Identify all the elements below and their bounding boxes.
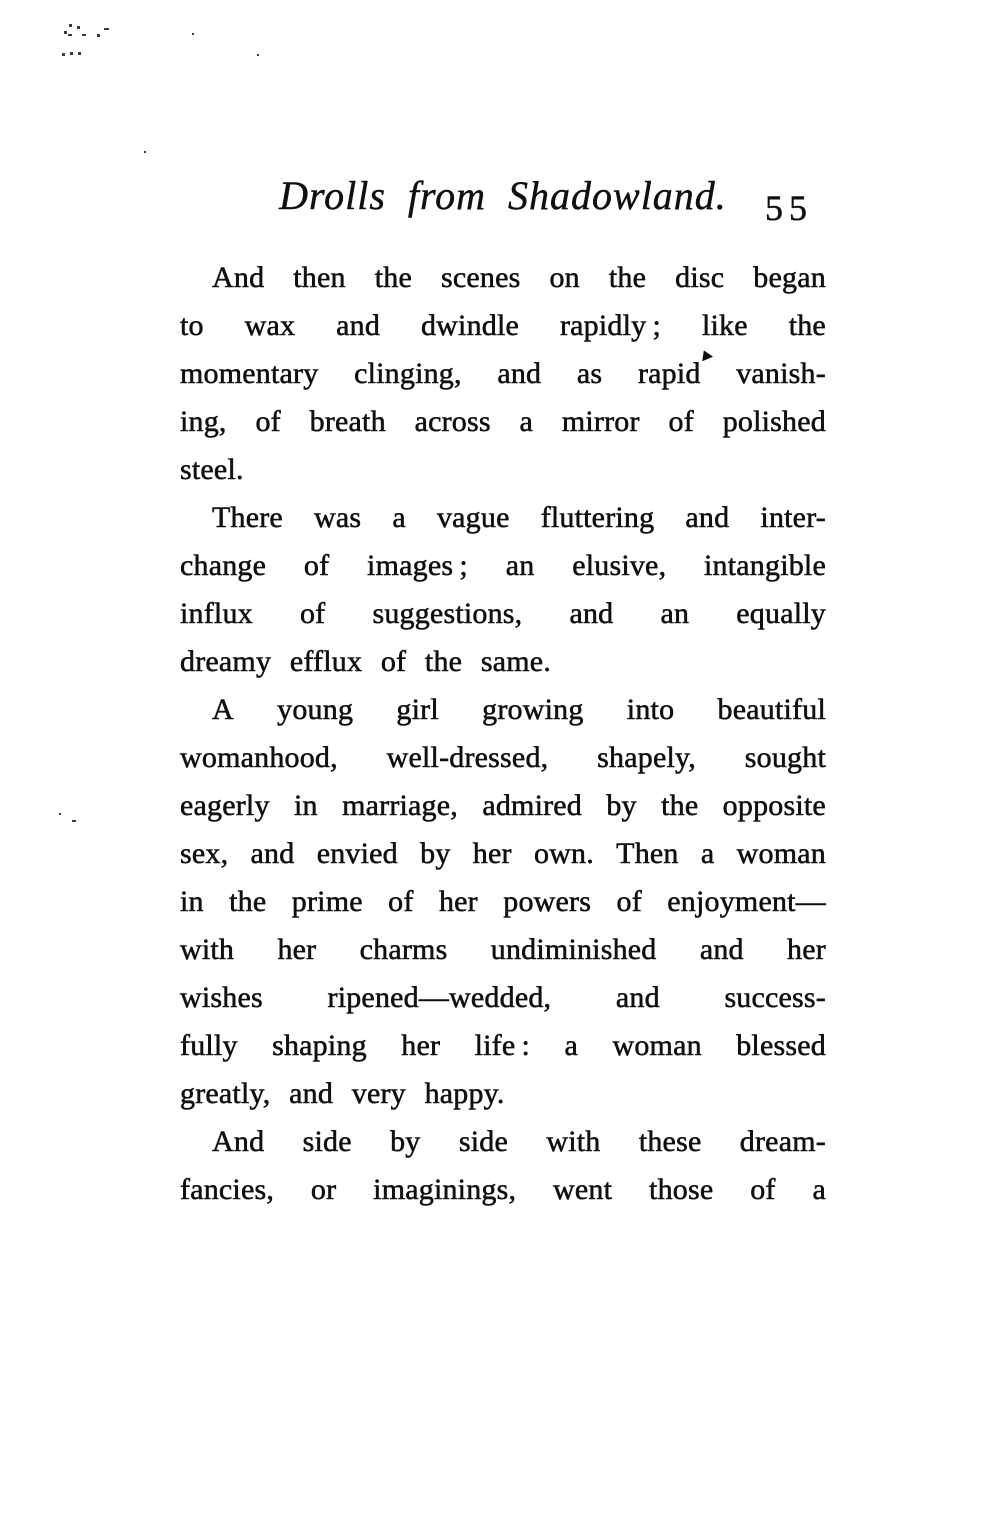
word: momentary [180,357,319,390]
word: across [414,405,491,438]
word: rapid [637,357,701,390]
word: shapely, [597,741,696,774]
word: disc [675,261,725,294]
ink-blot-mark [702,350,713,362]
text-line [180,878,826,926]
word: breath [309,405,386,438]
text-line [180,1022,826,1070]
word: or [310,1173,337,1206]
text-line [180,542,826,590]
word: envied [316,837,398,870]
word: her [472,837,512,870]
text-line [180,974,826,1022]
text-line [180,590,826,638]
scan-speckle [62,53,65,56]
word: of [388,885,414,918]
word: and [336,309,381,342]
word: fully [180,1029,238,1062]
word: and [685,501,730,534]
word: charms [359,933,448,966]
word: a [392,501,406,534]
word: then [293,261,346,294]
word: vanish- [736,357,826,390]
word: went [553,1173,613,1206]
word: an [660,597,690,630]
scan-speckle [144,151,146,153]
word: equally [736,597,826,630]
word: these [638,1125,702,1158]
word: was [314,501,362,534]
text-line [180,350,826,398]
word: blessed [736,1029,826,1062]
word: and [250,837,295,870]
word: in [180,885,204,918]
word: womanhood, [180,741,338,774]
word: shaping [272,1029,367,1062]
word: an [505,549,535,582]
word: marriage, [342,789,458,822]
running-title: Drolls from Shadowland. [279,173,727,218]
word: into [626,693,675,726]
word: mirror [561,405,640,438]
word: change [180,549,267,582]
word: eagerly [180,789,270,822]
word: a [564,1029,579,1062]
word: a [700,837,715,870]
word: the [661,789,699,822]
text-line [180,686,826,734]
word: And [212,1125,265,1158]
scan-speckle [69,24,72,27]
word: prime [291,885,363,918]
word: success- [724,981,826,1014]
word: own. [533,837,594,870]
scan-speckle [104,28,109,30]
word: clinging, [354,357,462,390]
scan-speckle [78,52,81,55]
text-line [180,926,826,974]
word: fluttering [540,501,655,534]
word: and [699,933,744,966]
word: opposite [722,789,826,822]
scan-speckle [82,34,86,36]
word: and [615,981,660,1014]
text-line [180,254,826,302]
scan-speckle [72,820,76,822]
word: her [438,885,478,918]
scan-speckle [192,33,194,35]
page-body [180,254,826,1214]
word: and [497,357,542,390]
text-line [180,1118,826,1166]
word: to [180,309,204,342]
word: girl [396,693,439,726]
text-line [180,302,826,350]
word: dream- [739,1125,826,1158]
word: polished [722,405,826,438]
text-line [180,734,826,782]
word: ripened—wedded, [327,981,552,1014]
word: of [616,885,642,918]
word: the [608,261,647,294]
word: imaginings, [373,1173,517,1206]
word: woman [612,1029,702,1062]
text-line: dreamy efflux of the same. [180,645,552,678]
word: growing [482,693,584,726]
word: rapidly ; [559,309,662,342]
word: well-dressed, [386,741,549,774]
word: beautiful [717,693,826,726]
word: the [374,261,412,294]
word: dwindle [420,309,520,342]
word: Then [616,837,679,870]
word: side [458,1125,508,1158]
word: A [212,693,234,726]
word: young [277,693,354,726]
word: powers [503,885,592,918]
text-line [180,1166,826,1214]
scan-speckle [97,34,100,37]
word: of [750,1173,776,1206]
word: undiminished [490,933,657,966]
word: her [401,1029,441,1062]
word: There [212,501,283,534]
word: with [180,933,235,966]
word: wishes [180,981,263,1014]
page-header [180,172,826,224]
word: woman [736,837,826,870]
word: by [390,1125,421,1158]
word: inter- [760,501,826,534]
text-line [180,494,826,542]
word: of [668,405,694,438]
word: began [753,261,826,294]
word: of [303,549,330,582]
scan-speckle [64,31,67,34]
word: with [546,1125,601,1158]
word: of [255,405,281,438]
text-line [180,782,826,830]
word: a [519,405,534,438]
word: wax [244,309,296,342]
scan-speckle [257,54,259,56]
word: suggestions, [372,597,523,630]
word: intangible [704,549,826,582]
word: admired [482,789,583,822]
word: her [787,933,826,966]
scan-speckle [68,34,72,36]
word: life : [474,1029,531,1062]
scan-speckle [70,52,73,55]
scan-speckle [77,26,80,29]
word: on [549,261,580,294]
word: and [569,597,614,630]
text-line [180,830,826,878]
word: And [212,261,265,294]
word: like [701,309,748,342]
word: influx [180,597,253,630]
word: sex, [180,837,229,870]
word: the [788,309,826,342]
word: side [302,1125,352,1158]
scan-speckle [59,813,61,815]
text-line: steel. [180,453,244,486]
word: in [294,789,318,822]
word: elusive, [572,549,667,582]
word: sought [744,741,826,774]
word: those [649,1173,714,1206]
page-number: 55 [765,188,813,228]
word: images ; [367,549,468,582]
text-line: greatly, and very happy. [180,1077,505,1110]
word: of [299,597,326,630]
text-line [180,398,826,446]
word: as [576,357,603,390]
word: enjoyment— [667,885,826,918]
word: ing, [180,405,227,438]
word: by [606,789,637,822]
word: her [277,933,317,966]
word: fancies, [180,1173,275,1206]
word: scenes [440,261,521,294]
word: the [229,885,267,918]
word: a [812,1173,826,1206]
word: vague [436,501,510,534]
word: by [420,837,451,870]
